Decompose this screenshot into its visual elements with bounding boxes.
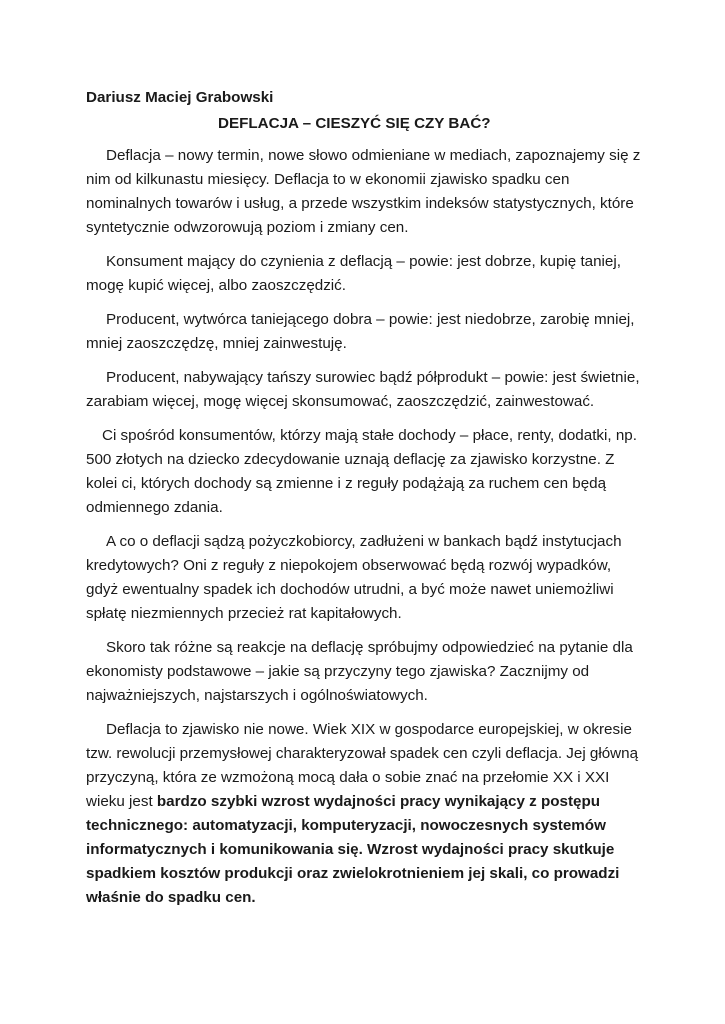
paragraph-2: Konsument mający do czynienia z deflacją – powie: jest dobrze, kupię taniej, mogę kupić więcej, albo zaoszczędzić. <box>86 253 621 294</box>
paragraph-5: Ci spośród konsumentów, którzy mają stałe dochody – płace, renty, dodatki, np. 500 złotych na dziecko zdecydowanie uznają deflację za zjawisko korzystne. Z kolei ci, których dochody są zmienne i z reguły podążają za ruchem cen będą odmiennego zdania. <box>86 427 637 516</box>
paragraph-3: Producent, wytwórca taniejącego dobra – powie: jest niedobrze, zarobię mniej, mniej zaoszczędzę, mniej zainwestuję. <box>86 311 635 352</box>
paragraph-8-plain-text: Deflacja to zjawisko nie nowe. Wiek XIX w gospodarce europejskiej, w okresie tzw. rewolucji przemysłowej charakteryzował spadek cen czyli deflacja. Jej główną przyczyną, która ze wzmożoną mocą dała o sobie znać na przełomie XX i XXI wieku jest <box>86 721 639 810</box>
paragraph-8 <box>86 718 646 910</box>
paragraph-4: Producent, nabywający tańszy surowiec bądź półprodukt – powie: jest świetnie, zarabiam więcej, mogę więcej skonsumować, zaoszczędzić, zainwestować. <box>86 369 640 410</box>
paragraph-7: Skoro tak różne są reakcje na deflację spróbujmy odpowiedzieć na pytanie dla ekonomisty podstawowe – jakie są przyczyny tego zjawiska? Zacznijmy od najważniejszych, najstarszych i ogólnoświatowych. <box>86 639 633 704</box>
author-name: Dariusz Maciej Grabowski <box>86 89 274 106</box>
paragraph-8-bold-text: bardzo szybki wzrost wydajności pracy wynikający z postępu technicznego: automatyzacji, komputeryzacji, nowoczesnych systemów informatycznych i komunikowania się. Wzrost wydajności pracy skutkuje spadkiem kosztów produkcji oraz zwielokrotnieniem jej skali, co prowadzi właśnie do spadku cen. <box>86 793 620 906</box>
paragraph-6: A co o deflacji sądzą pożyczkobiorcy, zadłużeni w bankach bądź instytucjach kredytowych? Oni z reguły z niepokojem obserwować będą rozwój wypadków, gdyż ewentualny spadek ich dochodów utrudni, a być może nawet uniemożliwi spłatę niezmiennych przecież rat kapitałowych. <box>86 533 622 622</box>
document-page <box>86 86 646 920</box>
paragraph-1: Deflacja – nowy termin, nowe słowo odmieniane w mediach, zapoznajemy się z nim od kilkunastu miesięcy. Deflacja to w ekonomii zjawisko spadku cen nominalnych towarów i usług, a przede wszystkim indeksów statystycznych, które syntetycznie odwzorowują poziom i zmiany cen. <box>86 147 641 236</box>
document-title: DEFLACJA – CIESZYĆ SIĘ CZY BAĆ? <box>218 115 491 132</box>
